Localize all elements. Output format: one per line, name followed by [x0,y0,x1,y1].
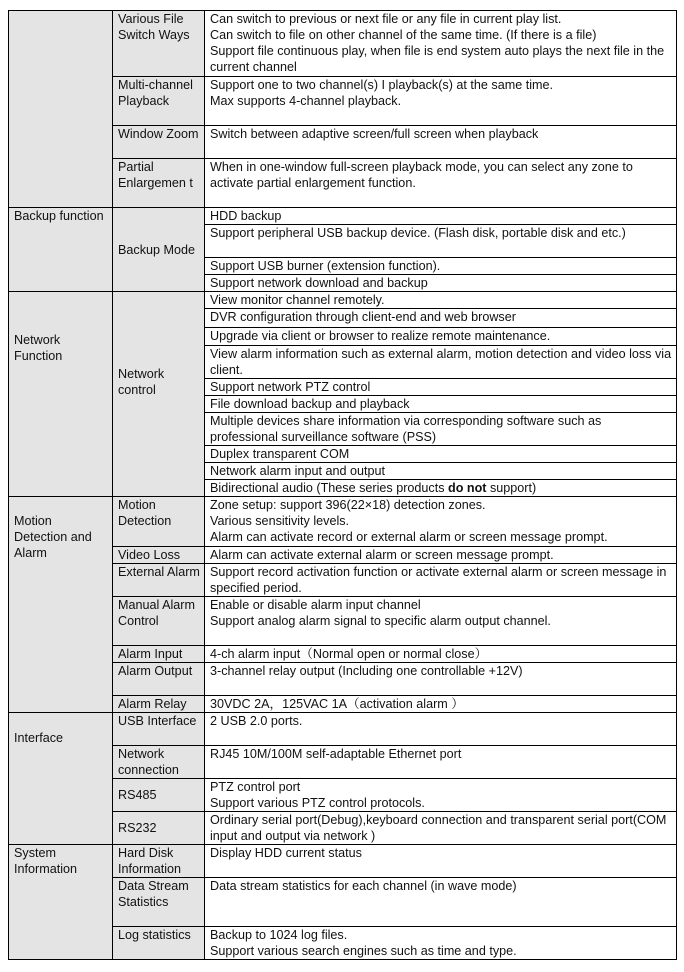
subcategory-cell: RS232 [113,812,205,845]
description-cell: Support peripheral USB backup device. (Flash disk, portable disk and etc.) [205,225,677,258]
subcategory-cell: Network connection [113,746,205,779]
subcategory-cell: Multi-channel Playback [113,77,205,126]
category-cell-backup: Backup function [9,208,113,292]
description-line: Support file continuous play, when file is end system auto plays the next file in the current channel [210,44,665,74]
description-line: Alarm can activate record or external alarm or screen message prompt. [210,530,608,544]
category-cell-network: Network Function [9,292,113,497]
subcategory-cell: Motion Detection [113,497,205,547]
description-line: Support one to two channel(s) I playback(s) at the same time. [210,78,553,92]
description-cell [205,480,677,497]
subcategory-cell: Log statistics [113,927,205,960]
subcategory-cell: Hard Disk Information [113,845,205,878]
description-cell [205,812,677,845]
description-cell: Support USB burner (extension function). [205,258,677,275]
description-cell: View monitor channel remotely. [205,292,677,309]
description-cell [205,663,677,696]
description-cell: Support network PTZ control [205,379,677,396]
subcategory-cell: Partial Enlargemen t [113,159,205,208]
description-cell [205,779,677,812]
description-line: Support various PTZ control protocols. [210,796,425,810]
table-row [9,713,677,746]
description-line: Max supports 4-channel playback. [210,94,402,108]
subcategory-cell: USB Interface [113,713,205,746]
spec-table [8,10,677,960]
description-cell [205,696,677,713]
description-cell [205,77,677,126]
subcategory-cell: Video Loss [113,547,205,564]
description-cell [205,646,677,663]
table-row [9,292,677,309]
subcategory-cell: RS485 [113,779,205,812]
subcategory-cell: Manual Alarm Control [113,597,205,646]
description-line: Ordinary serial port(Debug),keyboard connection and transparent serial port(COM input and output via network ) [210,813,667,843]
description-line: 2 USB 2.0 ports. [210,714,303,728]
description-cell: DVR configuration through client-end and web browser [205,309,677,328]
description-cell [205,547,677,564]
description-cell: File download backup and playback [205,396,677,413]
table-row [9,11,677,77]
description-line: Support various search engines such as time and type. [210,944,517,958]
description-line: Display HDD current status [210,846,362,860]
description-cell [205,597,677,646]
description-cell [205,713,677,746]
description-cell [205,497,677,547]
audio-text-after: support) [486,481,537,495]
description-cell: Multiple devices share information via corresponding software such as professional surveillance software (PSS) [205,413,677,446]
category-cell-motion: Motion Detection and Alarm [9,497,113,713]
subcategory-cell: Window Zoom [113,126,205,159]
description-cell [205,878,677,927]
description-line: 4-ch alarm input（Normal open or normal close） [210,647,488,661]
subcategory-cell: Backup Mode [113,208,205,292]
category-cell-blank [9,11,113,208]
description-line: Zone setup: support 396(22×18) detection zones. [210,498,486,512]
description-cell [205,564,677,597]
subcategory-cell: Various File Switch Ways [113,11,205,77]
description-line: RJ45 10M/100M self-adaptable Ethernet port [210,747,462,761]
description-line: Alarm can activate external alarm or screen message prompt. [210,548,554,562]
description-cell [205,126,677,159]
description-line: Various sensitivity levels. [210,514,350,528]
subcategory-cell: Network control [113,292,205,497]
description-line: Support record activation function or activate external alarm or screen message in specified period. [210,565,667,595]
subcategory-cell: Alarm Relay [113,696,205,713]
table-row [9,845,677,878]
audio-text-before: Bidirectional audio (These series products [210,481,449,495]
audio-text-bold: do not [448,481,487,495]
description-cell [205,746,677,779]
description-line: Backup to 1024 log files. [210,928,348,942]
description-line: Can switch to file on other channel of the same time. (If there is a file) [210,28,597,42]
description-line: Support analog alarm signal to specific alarm output channel. [210,614,551,628]
description-line: When in one-window full-screen playback mode, you can select any zone to activate partial enlargement function. [210,160,633,190]
subcategory-cell: Alarm Input [113,646,205,663]
description-cell: Network alarm input and output [205,463,677,480]
subcategory-cell: Data Stream Statistics [113,878,205,927]
description-line: Switch between adaptive screen/full screen when playback [210,127,539,141]
description-line: 3-channel relay output (Including one controllable +12V) [210,664,523,678]
description-line: 30VDC 2A，125VAC 1A（activation alarm ） [210,697,464,711]
description-cell: View alarm information such as external alarm, motion detection and video loss via client. [205,346,677,379]
category-cell-interface: Interface [9,713,113,845]
description-cell: HDD backup [205,208,677,225]
subcategory-cell: Alarm Output [113,663,205,696]
description-line: PTZ control port [210,780,301,794]
description-line: Data stream statistics for each channel (in wave mode) [210,879,517,893]
subcategory-cell: External Alarm [113,564,205,597]
table-row [9,208,677,225]
description-cell [205,159,677,208]
description-cell: Support network download and backup [205,275,677,292]
description-cell [205,11,677,77]
description-cell [205,927,677,960]
description-line: Enable or disable alarm input channel [210,598,421,612]
description-cell: Duplex transparent COM [205,446,677,463]
description-cell: Upgrade via client or browser to realize remote maintenance. [205,328,677,346]
description-cell [205,845,677,878]
table-row [9,497,677,547]
description-line: Can switch to previous or next file or any file in current play list. [210,12,562,26]
category-cell-system: System Information [9,845,113,960]
